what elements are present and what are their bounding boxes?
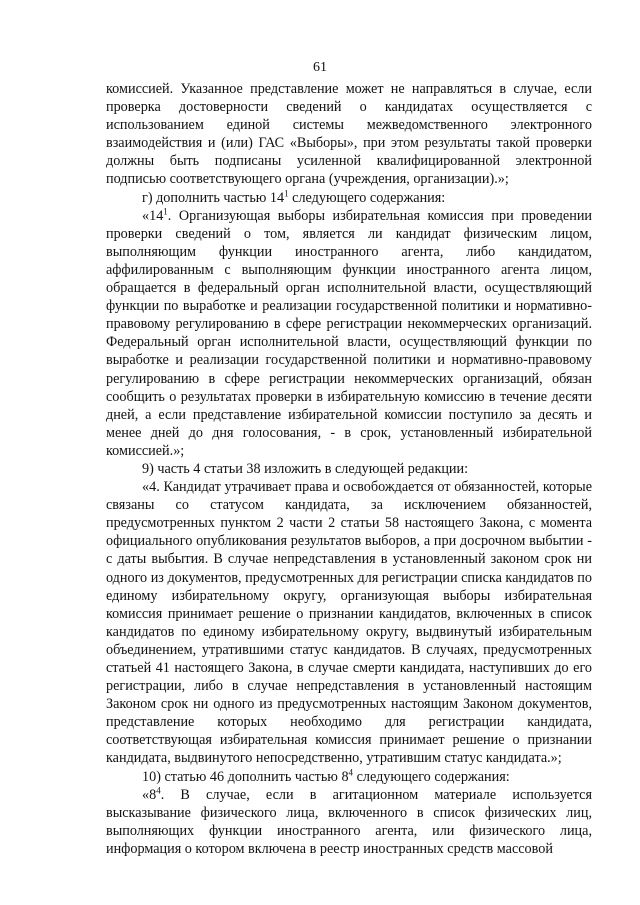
superscript: 4 <box>348 766 354 777</box>
paragraph-text: «14 <box>142 207 164 224</box>
paragraph-text: . Организующая выборы избирательная комиссия при проведении проверки сведений о том, является ли кандидат физическим лицом, выполняющим функции иностранного агента, либо кандидатом, аффилированным с выполняющим функции иностранного агента лицом, обращается в федеральный орган исполнительной власти, осуществляющий функции по выработке и реализации государственной политики и нормативно-правовому регулированию в сфере регистрации некоммерческих организаций. Федеральный орган исполнительной власти, осуществляющий функции по выработке и реализации государственной политики и нормативно-правовому регулированию в сфере регистрации некоммерческих организаций, обязан сообщить о результатах проверки в избирательную комиссию в течение десяти дней, а если представление избирательной комиссии поступило за десять и менее дней до дня голосования, - в срок, установленный избирательной комиссией.»; <box>106 207 592 459</box>
paragraph-part-14-1 <box>106 207 592 460</box>
paragraph-text: 10) статью 46 дополнить частью 8 <box>142 768 349 785</box>
paragraph-part-8-4 <box>106 786 592 858</box>
paragraph-text: «8 <box>142 786 157 803</box>
superscript: 1 <box>284 187 289 198</box>
paragraph-item-10 <box>106 768 592 786</box>
paragraph-item-g <box>106 189 592 207</box>
document-body <box>106 80 592 858</box>
paragraph-item-9: 9) часть 4 статьи 38 изложить в следующей редакции: <box>142 460 469 477</box>
paragraph-text: следующего содержания: <box>353 768 510 785</box>
superscript: 4 <box>156 784 161 795</box>
page-number: 61 <box>313 60 327 75</box>
superscript: 1 <box>163 205 168 216</box>
paragraph-continuation: комиссией. Указанное представление может не направляться в случае, если проверка достоверности сведений о кандидатах осуществляется с использованием единой системы межведомственного электронного взаимодействия и (или) ГАС «Выборы», при этом результаты такой проверки должны быть подписаны усиленной квалифицированной электронной подписью соответствующего органа (учреждения, организации).»; <box>106 81 592 188</box>
paragraph-text: . В случае, если в агитационном материале используется высказывание физического лица, включенного в список физических лиц, выполняющих функции иностранного агента, или физического лица, информация о котором включена в реестр иностранных средств массовой <box>106 786 592 857</box>
paragraph-part-4: «4. Кандидат утрачивает права и освобождается от обязанностей, которые связаны со статусом кандидата, за исключением обязанностей, предусмотренных пунктом 2 части 2 статьи 58 настоящего Закона, с момента официального опубликования результатов выборов, а при досрочном выбытии - с даты выбытия. В случае непредставления в установленный законом срок ни одного из документов, предусмотренных для регистрации списка кандидатов по единому избирательному округу, организующая выборы избирательная комиссия принимает решение о признании кандидатов, включенных в список кандидатов по единому избирательному округу, выдвинутый избирательным объединением, утратившими статус кандидатов. В случаях, предусмотренных статьей 41 настоящего Закона, в случае смерти кандидата, наступивших до его регистрации, либо в случае непредставления в установленный настоящим Законом срок ни одного из предусмотренных настоящим Законом документов, представление которых необходимо для регистрации кандидата, соответствующая избирательная комиссия принимает решение о признании кандидата, выдвинутого непосредственно, утратившим статус кандидата.»; <box>106 479 592 767</box>
paragraph-text: г) дополнить частью 14 <box>142 189 285 206</box>
paragraph-text: следующего содержания: <box>288 189 446 206</box>
